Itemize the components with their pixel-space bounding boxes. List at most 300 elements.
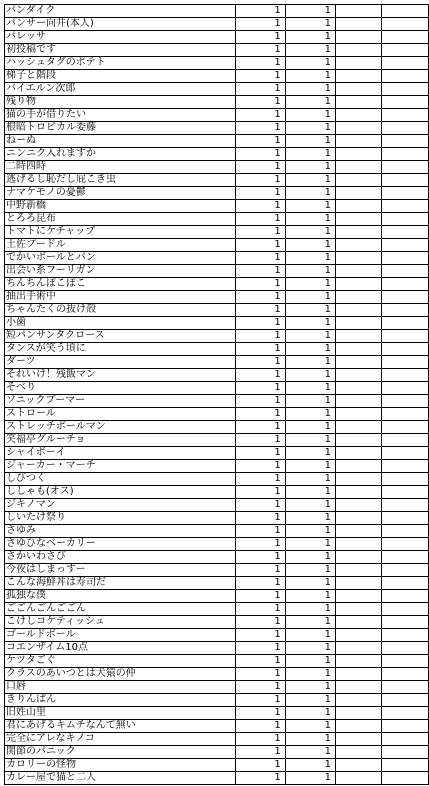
empty-cell[interactable] [336, 577, 382, 590]
empty-cell[interactable] [336, 239, 382, 252]
count-cell-1[interactable]: 1 [235, 538, 285, 551]
name-cell[interactable]: ダーツ [5, 356, 236, 369]
empty-cell[interactable] [336, 564, 382, 577]
name-cell[interactable]: 逃げるし恥だし屁こき虫 [5, 174, 236, 187]
name-cell[interactable]: ゴールドボール [5, 629, 236, 642]
count-cell-1[interactable]: 1 [235, 590, 285, 603]
count-cell-2[interactable]: 1 [285, 707, 335, 720]
count-cell-1[interactable]: 1 [235, 304, 285, 317]
count-cell-2[interactable]: 1 [285, 96, 335, 109]
count-cell-1[interactable]: 1 [235, 655, 285, 668]
count-cell-1[interactable]: 1 [235, 668, 285, 681]
name-cell[interactable]: 笑福亭グルーチョ [5, 434, 236, 447]
name-cell[interactable]: とろろ昆布 [5, 213, 236, 226]
name-cell[interactable]: さゆひなベーカリー [5, 538, 236, 551]
name-cell[interactable]: シャイボーイ [5, 447, 236, 460]
name-cell[interactable]: こけしコケティッシュ [5, 616, 236, 629]
count-cell-2[interactable]: 1 [285, 499, 335, 512]
empty-cell[interactable] [336, 96, 382, 109]
empty-cell[interactable] [336, 148, 382, 161]
count-cell-2[interactable]: 1 [285, 239, 335, 252]
empty-cell[interactable] [382, 200, 429, 213]
empty-cell[interactable] [382, 460, 429, 473]
count-cell-2[interactable]: 1 [285, 642, 335, 655]
count-cell-2[interactable]: 1 [285, 252, 335, 265]
empty-cell[interactable] [382, 603, 429, 616]
empty-cell[interactable] [382, 291, 429, 304]
empty-cell[interactable] [336, 694, 382, 707]
empty-cell[interactable] [336, 317, 382, 330]
count-cell-2[interactable]: 1 [285, 83, 335, 96]
empty-cell[interactable] [336, 629, 382, 642]
name-cell[interactable]: パンダイク [5, 5, 236, 18]
count-cell-1[interactable]: 1 [235, 642, 285, 655]
count-cell-1[interactable]: 1 [235, 57, 285, 70]
empty-cell[interactable] [336, 447, 382, 460]
count-cell-2[interactable]: 1 [285, 447, 335, 460]
count-cell-2[interactable]: 1 [285, 512, 335, 525]
name-cell[interactable]: ニンニク入れますか [5, 148, 236, 161]
count-cell-2[interactable]: 1 [285, 772, 335, 785]
empty-cell[interactable] [382, 83, 429, 96]
empty-cell[interactable] [336, 44, 382, 57]
empty-cell[interactable] [382, 265, 429, 278]
empty-cell[interactable] [336, 18, 382, 31]
empty-cell[interactable] [382, 356, 429, 369]
empty-cell[interactable] [382, 5, 429, 18]
count-cell-1[interactable]: 1 [235, 187, 285, 200]
name-cell[interactable]: 小歯 [5, 317, 236, 330]
empty-cell[interactable] [336, 330, 382, 343]
count-cell-2[interactable]: 1 [285, 538, 335, 551]
name-cell[interactable]: そべり [5, 382, 236, 395]
count-cell-1[interactable]: 1 [235, 44, 285, 57]
empty-cell[interactable] [336, 655, 382, 668]
name-cell[interactable]: 猫の手が借りたい [5, 109, 236, 122]
empty-cell[interactable] [382, 681, 429, 694]
count-cell-2[interactable]: 1 [285, 343, 335, 356]
count-cell-1[interactable]: 1 [235, 5, 285, 18]
count-cell-1[interactable]: 1 [235, 525, 285, 538]
count-cell-1[interactable]: 1 [235, 135, 285, 148]
count-cell-2[interactable]: 1 [285, 18, 335, 31]
count-cell-2[interactable]: 1 [285, 148, 335, 161]
count-cell-2[interactable]: 1 [285, 265, 335, 278]
name-cell[interactable]: 君にあげるキムチなんて無い [5, 720, 236, 733]
empty-cell[interactable] [336, 174, 382, 187]
count-cell-2[interactable]: 1 [285, 317, 335, 330]
count-cell-1[interactable]: 1 [235, 629, 285, 642]
empty-cell[interactable] [336, 135, 382, 148]
count-cell-1[interactable]: 1 [235, 551, 285, 564]
name-cell[interactable]: しびつく [5, 473, 236, 486]
count-cell-1[interactable]: 1 [235, 395, 285, 408]
empty-cell[interactable] [336, 668, 382, 681]
empty-cell[interactable] [336, 83, 382, 96]
count-cell-2[interactable]: 1 [285, 629, 335, 642]
name-cell[interactable]: ジキノマン [5, 499, 236, 512]
name-cell[interactable]: ごごんごんごごん [5, 603, 236, 616]
empty-cell[interactable] [382, 395, 429, 408]
count-cell-1[interactable]: 1 [235, 31, 285, 44]
empty-cell[interactable] [336, 291, 382, 304]
count-cell-1[interactable]: 1 [235, 746, 285, 759]
name-cell[interactable]: ストロール [5, 408, 236, 421]
count-cell-2[interactable]: 1 [285, 564, 335, 577]
count-cell-1[interactable]: 1 [235, 96, 285, 109]
count-cell-2[interactable]: 1 [285, 57, 335, 70]
count-cell-2[interactable]: 1 [285, 330, 335, 343]
name-cell[interactable]: 残り物 [5, 96, 236, 109]
count-cell-2[interactable]: 1 [285, 720, 335, 733]
count-cell-2[interactable]: 1 [285, 486, 335, 499]
count-cell-1[interactable]: 1 [235, 291, 285, 304]
count-cell-1[interactable]: 1 [235, 200, 285, 213]
count-cell-1[interactable]: 1 [235, 83, 285, 96]
count-cell-2[interactable]: 1 [285, 460, 335, 473]
count-cell-2[interactable]: 1 [285, 200, 335, 213]
empty-cell[interactable] [382, 174, 429, 187]
count-cell-2[interactable]: 1 [285, 31, 335, 44]
empty-cell[interactable] [382, 239, 429, 252]
count-cell-2[interactable]: 1 [285, 681, 335, 694]
count-cell-1[interactable]: 1 [235, 434, 285, 447]
name-cell[interactable]: ストレッチボールマン [5, 421, 236, 434]
empty-cell[interactable] [336, 525, 382, 538]
empty-cell[interactable] [382, 512, 429, 525]
name-cell[interactable]: ジャーカー・マーチ [5, 460, 236, 473]
empty-cell[interactable] [382, 187, 429, 200]
name-cell[interactable]: でかいボールとパン [5, 252, 236, 265]
empty-cell[interactable] [336, 213, 382, 226]
empty-cell[interactable] [336, 382, 382, 395]
empty-cell[interactable] [382, 161, 429, 174]
count-cell-2[interactable]: 1 [285, 525, 335, 538]
empty-cell[interactable] [336, 109, 382, 122]
name-cell[interactable]: しいたけ祭り [5, 512, 236, 525]
count-cell-2[interactable]: 1 [285, 668, 335, 681]
name-cell[interactable]: 短パンサンタクロース [5, 330, 236, 343]
name-cell[interactable]: カレー屋で猫と二人 [5, 772, 236, 785]
name-cell[interactable]: こんな海鮮丼は寿司だ [5, 577, 236, 590]
count-cell-2[interactable]: 1 [285, 603, 335, 616]
empty-cell[interactable] [382, 486, 429, 499]
empty-cell[interactable] [382, 330, 429, 343]
empty-cell[interactable] [336, 473, 382, 486]
name-cell[interactable]: 抽出手術中 [5, 291, 236, 304]
name-cell[interactable]: 今夜はしまっすー [5, 564, 236, 577]
empty-cell[interactable] [382, 655, 429, 668]
count-cell-1[interactable]: 1 [235, 109, 285, 122]
empty-cell[interactable] [382, 538, 429, 551]
empty-cell[interactable] [336, 590, 382, 603]
name-cell[interactable]: ししゃも(オス) [5, 486, 236, 499]
empty-cell[interactable] [382, 70, 429, 83]
empty-cell[interactable] [382, 590, 429, 603]
name-cell[interactable]: さゆみ [5, 525, 236, 538]
name-cell[interactable]: ハッシュタグのポテト [5, 57, 236, 70]
empty-cell[interactable] [382, 382, 429, 395]
name-cell[interactable]: ねーぬ [5, 135, 236, 148]
empty-cell[interactable] [336, 538, 382, 551]
empty-cell[interactable] [382, 447, 429, 460]
count-cell-1[interactable]: 1 [235, 369, 285, 382]
empty-cell[interactable] [382, 746, 429, 759]
count-cell-2[interactable]: 1 [285, 746, 335, 759]
name-cell[interactable]: ソニックブーマー [5, 395, 236, 408]
count-cell-1[interactable]: 1 [235, 70, 285, 83]
name-cell[interactable]: クラスのあいつとは犬猿の仲 [5, 668, 236, 681]
count-cell-2[interactable]: 1 [285, 473, 335, 486]
empty-cell[interactable] [336, 161, 382, 174]
count-cell-1[interactable]: 1 [235, 252, 285, 265]
name-cell[interactable]: ちゃんたくの抜け殻 [5, 304, 236, 317]
name-cell[interactable]: トマトにケチャップ [5, 226, 236, 239]
empty-cell[interactable] [336, 707, 382, 720]
empty-cell[interactable] [336, 343, 382, 356]
empty-cell[interactable] [382, 148, 429, 161]
count-cell-1[interactable]: 1 [235, 499, 285, 512]
empty-cell[interactable] [336, 616, 382, 629]
empty-cell[interactable] [336, 252, 382, 265]
empty-cell[interactable] [382, 57, 429, 70]
count-cell-1[interactable]: 1 [235, 239, 285, 252]
empty-cell[interactable] [336, 720, 382, 733]
empty-cell[interactable] [336, 499, 382, 512]
empty-cell[interactable] [382, 629, 429, 642]
count-cell-2[interactable]: 1 [285, 161, 335, 174]
empty-cell[interactable] [336, 642, 382, 655]
empty-cell[interactable] [336, 551, 382, 564]
empty-cell[interactable] [336, 356, 382, 369]
name-cell[interactable]: 梯子と階段 [5, 70, 236, 83]
count-cell-2[interactable]: 1 [285, 434, 335, 447]
count-cell-1[interactable]: 1 [235, 564, 285, 577]
count-cell-2[interactable]: 1 [285, 369, 335, 382]
empty-cell[interactable] [336, 369, 382, 382]
empty-cell[interactable] [336, 395, 382, 408]
empty-cell[interactable] [336, 5, 382, 18]
count-cell-2[interactable]: 1 [285, 694, 335, 707]
name-cell[interactable]: 出会い系フーリガン [5, 265, 236, 278]
empty-cell[interactable] [382, 44, 429, 57]
count-cell-2[interactable]: 1 [285, 226, 335, 239]
empty-cell[interactable] [382, 525, 429, 538]
count-cell-2[interactable]: 1 [285, 122, 335, 135]
empty-cell[interactable] [336, 31, 382, 44]
empty-cell[interactable] [382, 707, 429, 720]
count-cell-1[interactable]: 1 [235, 408, 285, 421]
empty-cell[interactable] [382, 135, 429, 148]
count-cell-1[interactable]: 1 [235, 733, 285, 746]
name-cell[interactable]: 初投稿です [5, 44, 236, 57]
count-cell-1[interactable]: 1 [235, 707, 285, 720]
empty-cell[interactable] [382, 772, 429, 785]
empty-cell[interactable] [382, 278, 429, 291]
name-cell[interactable]: ケツタごぐ [5, 655, 236, 668]
count-cell-1[interactable]: 1 [235, 447, 285, 460]
empty-cell[interactable] [336, 434, 382, 447]
empty-cell[interactable] [336, 512, 382, 525]
empty-cell[interactable] [382, 642, 429, 655]
empty-cell[interactable] [336, 408, 382, 421]
empty-cell[interactable] [336, 278, 382, 291]
name-cell[interactable]: ちんちんぽこぽこ [5, 278, 236, 291]
count-cell-2[interactable]: 1 [285, 304, 335, 317]
name-cell[interactable]: 旧姓山里 [5, 707, 236, 720]
name-cell[interactable]: タンスが笑う頃に [5, 343, 236, 356]
name-cell[interactable]: 口唇 [5, 681, 236, 694]
count-cell-2[interactable]: 1 [285, 278, 335, 291]
name-cell[interactable]: 土佐プードル [5, 239, 236, 252]
count-cell-1[interactable]: 1 [235, 759, 285, 772]
count-cell-1[interactable]: 1 [235, 512, 285, 525]
empty-cell[interactable] [382, 96, 429, 109]
count-cell-2[interactable]: 1 [285, 44, 335, 57]
count-cell-1[interactable]: 1 [235, 343, 285, 356]
count-cell-2[interactable]: 1 [285, 408, 335, 421]
name-cell[interactable]: コエンザイム10点 [5, 642, 236, 655]
empty-cell[interactable] [382, 343, 429, 356]
count-cell-1[interactable]: 1 [235, 330, 285, 343]
empty-cell[interactable] [382, 122, 429, 135]
name-cell[interactable]: それいけ！残飯マン [5, 369, 236, 382]
empty-cell[interactable] [336, 681, 382, 694]
empty-cell[interactable] [336, 733, 382, 746]
count-cell-1[interactable]: 1 [235, 148, 285, 161]
count-cell-1[interactable]: 1 [235, 213, 285, 226]
count-cell-2[interactable]: 1 [285, 135, 335, 148]
count-cell-2[interactable]: 1 [285, 213, 335, 226]
empty-cell[interactable] [336, 759, 382, 772]
count-cell-1[interactable]: 1 [235, 382, 285, 395]
count-cell-2[interactable]: 1 [285, 733, 335, 746]
empty-cell[interactable] [382, 564, 429, 577]
name-cell[interactable]: 中野新橋 [5, 200, 236, 213]
count-cell-1[interactable]: 1 [235, 174, 285, 187]
empty-cell[interactable] [382, 759, 429, 772]
count-cell-1[interactable]: 1 [235, 603, 285, 616]
count-cell-2[interactable]: 1 [285, 174, 335, 187]
name-cell[interactable]: パレッサ [5, 31, 236, 44]
count-cell-1[interactable]: 1 [235, 577, 285, 590]
name-cell[interactable]: 根暗トロピカル委藤 [5, 122, 236, 135]
name-cell[interactable]: バイエルン次郎 [5, 83, 236, 96]
count-cell-2[interactable]: 1 [285, 5, 335, 18]
empty-cell[interactable] [336, 421, 382, 434]
count-cell-1[interactable]: 1 [235, 460, 285, 473]
name-cell[interactable]: 関節のパニック [5, 746, 236, 759]
count-cell-1[interactable]: 1 [235, 265, 285, 278]
count-cell-1[interactable]: 1 [235, 161, 285, 174]
empty-cell[interactable] [382, 317, 429, 330]
empty-cell[interactable] [336, 304, 382, 317]
empty-cell[interactable] [382, 213, 429, 226]
count-cell-1[interactable]: 1 [235, 616, 285, 629]
name-cell[interactable]: 完全にアレなキノコ [5, 733, 236, 746]
count-cell-2[interactable]: 1 [285, 70, 335, 83]
count-cell-1[interactable]: 1 [235, 473, 285, 486]
empty-cell[interactable] [382, 18, 429, 31]
empty-cell[interactable] [382, 551, 429, 564]
empty-cell[interactable] [382, 616, 429, 629]
count-cell-2[interactable]: 1 [285, 109, 335, 122]
count-cell-1[interactable]: 1 [235, 226, 285, 239]
empty-cell[interactable] [382, 109, 429, 122]
count-cell-1[interactable]: 1 [235, 772, 285, 785]
name-cell[interactable]: 孤独な僕 [5, 590, 236, 603]
count-cell-2[interactable]: 1 [285, 395, 335, 408]
count-cell-1[interactable]: 1 [235, 681, 285, 694]
empty-cell[interactable] [382, 408, 429, 421]
empty-cell[interactable] [382, 421, 429, 434]
count-cell-2[interactable]: 1 [285, 291, 335, 304]
count-cell-2[interactable]: 1 [285, 421, 335, 434]
empty-cell[interactable] [382, 304, 429, 317]
empty-cell[interactable] [382, 733, 429, 746]
name-cell[interactable]: きりんぱん [5, 694, 236, 707]
count-cell-2[interactable]: 1 [285, 616, 335, 629]
empty-cell[interactable] [336, 460, 382, 473]
count-cell-1[interactable]: 1 [235, 317, 285, 330]
name-cell[interactable]: さかいわさび [5, 551, 236, 564]
name-cell[interactable]: パンサー向井(本人) [5, 18, 236, 31]
empty-cell[interactable] [336, 603, 382, 616]
name-cell[interactable]: ナマケモノの憂鬱 [5, 187, 236, 200]
empty-cell[interactable] [382, 252, 429, 265]
empty-cell[interactable] [336, 265, 382, 278]
empty-cell[interactable] [336, 772, 382, 785]
empty-cell[interactable] [382, 473, 429, 486]
count-cell-1[interactable]: 1 [235, 18, 285, 31]
name-cell[interactable]: 二時四時 [5, 161, 236, 174]
empty-cell[interactable] [382, 694, 429, 707]
empty-cell[interactable] [382, 31, 429, 44]
empty-cell[interactable] [382, 226, 429, 239]
count-cell-1[interactable]: 1 [235, 122, 285, 135]
empty-cell[interactable] [336, 57, 382, 70]
count-cell-2[interactable]: 1 [285, 187, 335, 200]
count-cell-2[interactable]: 1 [285, 356, 335, 369]
empty-cell[interactable] [336, 226, 382, 239]
empty-cell[interactable] [336, 70, 382, 83]
count-cell-2[interactable]: 1 [285, 759, 335, 772]
empty-cell[interactable] [382, 499, 429, 512]
count-cell-1[interactable]: 1 [235, 421, 285, 434]
empty-cell[interactable] [336, 746, 382, 759]
count-cell-1[interactable]: 1 [235, 486, 285, 499]
empty-cell[interactable] [336, 187, 382, 200]
count-cell-2[interactable]: 1 [285, 382, 335, 395]
empty-cell[interactable] [382, 668, 429, 681]
count-cell-1[interactable]: 1 [235, 720, 285, 733]
name-cell[interactable]: カロリーの怪物 [5, 759, 236, 772]
empty-cell[interactable] [382, 434, 429, 447]
empty-cell[interactable] [336, 200, 382, 213]
count-cell-1[interactable]: 1 [235, 278, 285, 291]
count-cell-1[interactable]: 1 [235, 356, 285, 369]
empty-cell[interactable] [382, 577, 429, 590]
empty-cell[interactable] [382, 720, 429, 733]
count-cell-2[interactable]: 1 [285, 551, 335, 564]
empty-cell[interactable] [336, 122, 382, 135]
count-cell-1[interactable]: 1 [235, 694, 285, 707]
empty-cell[interactable] [382, 369, 429, 382]
empty-cell[interactable] [336, 486, 382, 499]
count-cell-2[interactable]: 1 [285, 655, 335, 668]
count-cell-2[interactable]: 1 [285, 577, 335, 590]
count-cell-2[interactable]: 1 [285, 590, 335, 603]
